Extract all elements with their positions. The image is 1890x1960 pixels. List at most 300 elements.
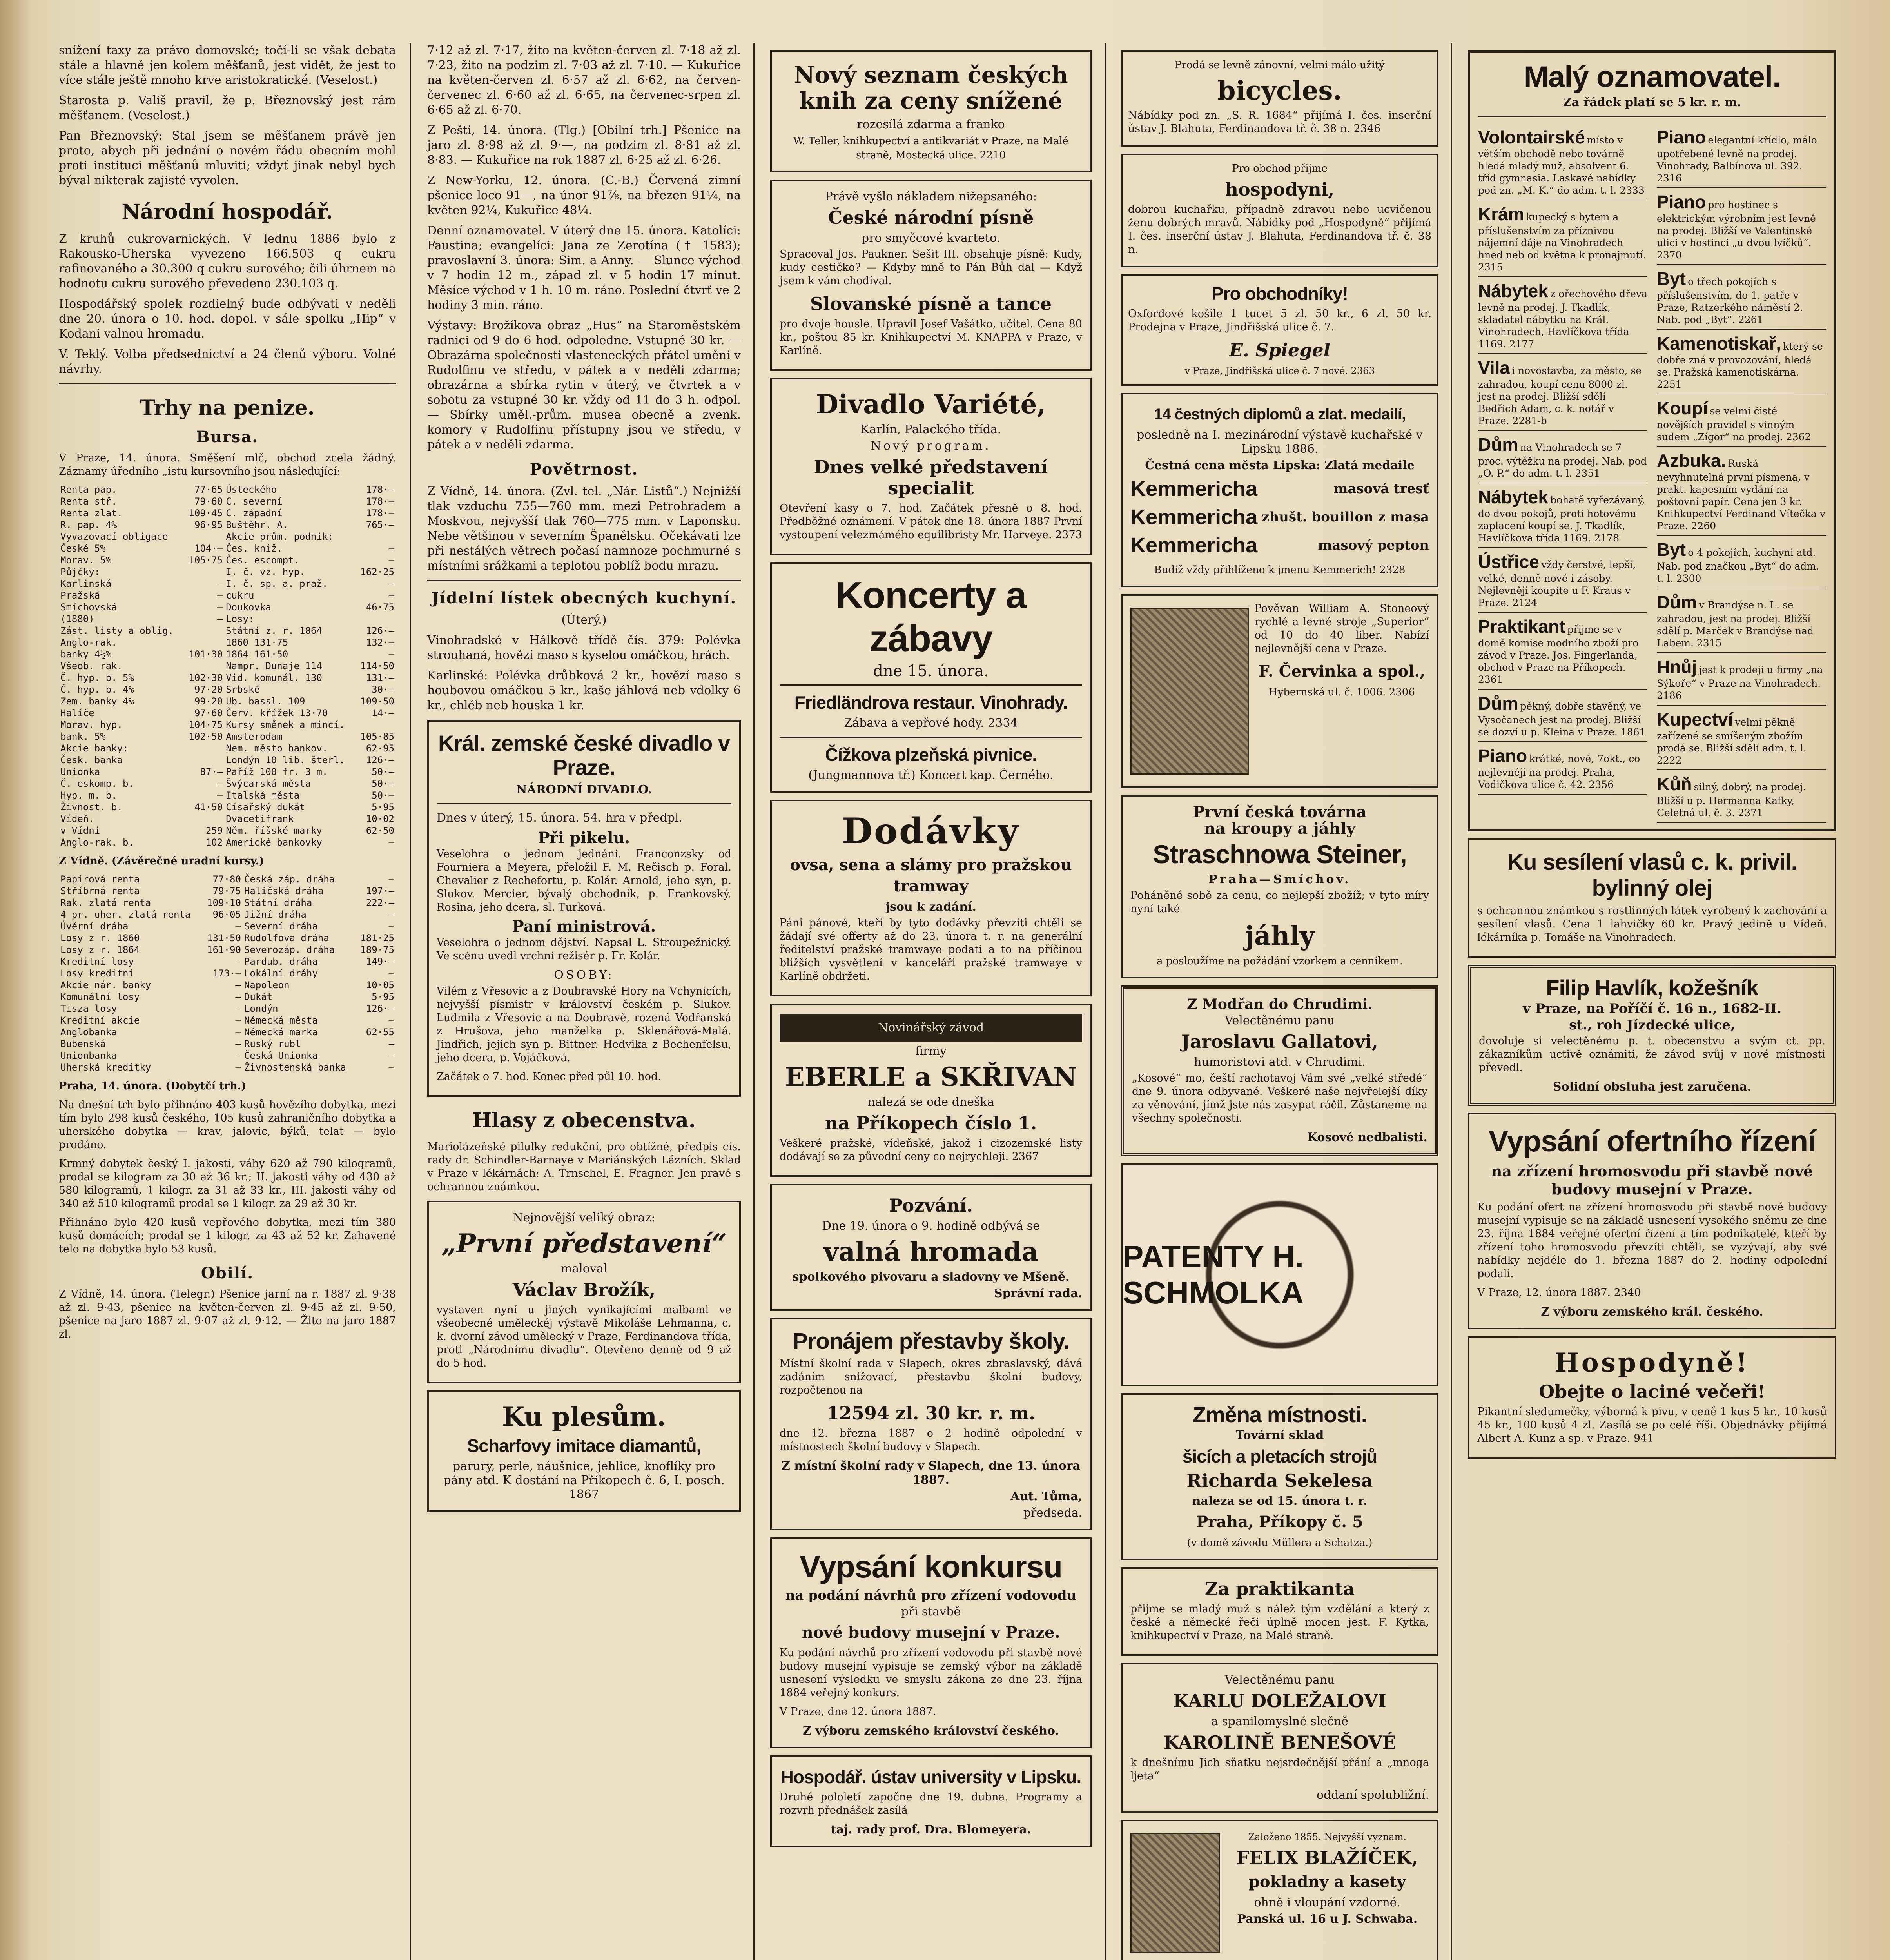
table-cell: 14·— xyxy=(372,708,394,719)
table-cell: Ub. bassl. 109 xyxy=(226,696,305,707)
ad-title: Nový seznam českých knih za ceny snížené xyxy=(794,62,1068,114)
classified-ad xyxy=(1657,536,1826,588)
ad-text: Založeno 1855. Nejvyšší vyznam. xyxy=(1248,1831,1407,1842)
ad-title: Jaroslavu Gallatovi, xyxy=(1181,1031,1378,1052)
product-name: zhušt. bouillon z masa xyxy=(1262,509,1429,525)
table-cell: Losy z r. 1860 xyxy=(60,933,140,944)
table-cell: 1860 131·75 xyxy=(226,637,288,648)
ball-ad xyxy=(427,1390,741,1512)
table-row xyxy=(59,873,396,885)
classified-ad xyxy=(1657,330,1826,394)
paragraph: Poháněné sobě za cenu, co nejlepší zbožíž; v tyto míry nyní také xyxy=(1130,889,1429,915)
table-row xyxy=(59,554,396,566)
ad-title: Pozvání. xyxy=(889,1195,973,1216)
paragraph: Starosta p. Vališ pravil, že p. Březnovský jest rám měšťanem. (Veselost.) xyxy=(59,94,396,122)
table-row xyxy=(59,637,396,648)
classified-keyword: Vila xyxy=(1478,358,1510,378)
ad-title: FELIX BLAŽÍČEK, xyxy=(1236,1847,1418,1868)
section-heading-economy: Národní hospodář. xyxy=(122,200,333,224)
table-cell: Napoleon xyxy=(244,980,290,991)
table-row xyxy=(59,578,396,590)
table-row xyxy=(59,1050,396,1062)
paragraph: Spracoval Jos. Paukner. Sešit III. obsahuje písně: Kudy, kudy cestičko? — Kdyby mně to Pán Bůh dal — Když jsem k vám chodíval. xyxy=(780,248,1082,287)
table-cell: 126·— xyxy=(366,625,394,636)
table-cell: 149·— xyxy=(366,956,394,967)
table-cell: 77·80 xyxy=(212,874,241,885)
table-row xyxy=(59,566,396,578)
play-title: Paní ministrová. xyxy=(512,917,656,936)
ad-title: jáhly xyxy=(1244,920,1315,951)
classified-keyword: Nábytek xyxy=(1478,487,1548,507)
university-ad xyxy=(770,1755,1092,1847)
apprentice-ad xyxy=(1121,1567,1438,1656)
table-row xyxy=(59,484,396,495)
ad-text: Prodá se levně zánovní, velmi málo užitý xyxy=(1175,59,1385,71)
classified-keyword: Praktikant xyxy=(1478,616,1565,637)
table-cell: Česká záp. dráha xyxy=(244,874,335,885)
classified-ad xyxy=(1478,123,1647,200)
table-cell: Dukát xyxy=(244,991,273,1002)
songs-ad xyxy=(770,180,1092,371)
table-cell: Česk. banka xyxy=(60,755,123,766)
table-row xyxy=(59,660,396,672)
ad-text: na kroupy a jáhly xyxy=(1204,819,1356,838)
classified-text: jest k prodeji u firmy „na Sýkoře“ v Praze na Vinohradech. 2186 xyxy=(1657,664,1823,701)
paragraph: Veselohra o jednom jednání. Franconzsky od Fourniera a Meyera, přeložil F. M. Rečisch p. Foral. Chevalier z Rechefortu, p. Kolár. Arnold, jeho syn, p. Slukov. Mercier, bývalý obchodník, p. Frankovský. Rosina, jeho dcera, sl. Turková. xyxy=(437,848,731,913)
ad-text: a spanilomyslné slečně xyxy=(1211,1715,1349,1728)
table-cell: Č. eskomp. b. xyxy=(60,778,134,789)
paragraph: Pan Březnovský: Stal jsem se měšťanem právě jen proto, abych při jednání o novém řádu obecním mohl proti instituci měšťanů mluviti; vždyť jinak nebyl bych býval nikterak zajisté vyvolen. xyxy=(59,129,396,187)
paragraph: Karlinské: Polévka drůbková 2 kr., hovězí maso s houbovou omáčkou 5 kr., kaše jáhlová neb vdolky 6 kr., chléb neb houska 1 kr. xyxy=(427,669,741,712)
table-cell: Hyp. m. b. xyxy=(60,790,117,801)
classified-keyword: Ústřice xyxy=(1478,552,1539,572)
ad-title: Divadlo Variété, xyxy=(816,389,1046,419)
paragraph: Z Pešti, 14. února. (Tlg.) [Obilní trh.] Pšenice na jaro zl. 8·98 až zl. 9·—, na podzim zl. 8·81 až zl. 8·83. — Kukuřice na rok 1887 zl. 6·25 až zl. 6·26. xyxy=(427,123,741,167)
page-spine-shadow xyxy=(0,0,31,1960)
table-cell: Srbské xyxy=(226,684,260,695)
ad-title: Slovanské písně a tance xyxy=(810,293,1052,314)
ad-text: Právě vyšlo nákladem nižepsaného: xyxy=(825,190,1037,203)
table-cell: Buštěhr. A. xyxy=(226,519,288,530)
table-row xyxy=(59,742,396,754)
table-cell: 104·75 xyxy=(189,719,223,730)
table-cell: — xyxy=(235,921,241,932)
paragraph: dne 12. března 1887 o 2 hodině odpolední v místnostech školní budovy v Slapech. xyxy=(780,1427,1082,1453)
table-cell: Pražská xyxy=(60,590,100,601)
ad-sign: Aut. Tůma, xyxy=(1010,1490,1082,1503)
table-cell: Půjčky: xyxy=(60,566,100,577)
furrier-ad xyxy=(1468,965,1836,1106)
table-cell: Unionbanka xyxy=(60,1050,117,1061)
classified-text: pro hostinec s elektrickým výrobním jest levně na prodej. Bližší ve Valentinské ulici v hostinci „u dvou lvíčků“. 2370 xyxy=(1657,199,1816,261)
ad-text: Nový program. xyxy=(871,439,991,453)
table-cell: 50·— xyxy=(372,766,394,777)
ad-title: Obejte o laciné večeři! xyxy=(1538,1381,1766,1402)
classified-ad xyxy=(1478,431,1647,483)
table-cell: 30·— xyxy=(372,684,394,695)
divider xyxy=(1478,116,1826,117)
table-cell: Živnostenská banka xyxy=(244,1062,346,1073)
classified-ad xyxy=(1657,447,1826,536)
ad-title: nové budovy musejní v Praze. xyxy=(802,1623,1060,1642)
table-row xyxy=(59,1003,396,1014)
table-cell xyxy=(184,742,224,754)
table-cell: 189·75 xyxy=(360,944,394,955)
table-cell: Rudolfova dráha xyxy=(244,933,329,944)
theatre-times: Začátek o 7. hod. Konec před půl 10. hod. xyxy=(437,1071,661,1083)
table-cell: Americké bankovky xyxy=(226,837,322,848)
table-cell: Unionka xyxy=(60,766,100,777)
greeting-ad xyxy=(1121,985,1438,1156)
table-row xyxy=(59,601,396,613)
table-cell: 4 pr. uher. zlatá renta xyxy=(60,909,191,920)
table-cell: C. severní xyxy=(226,496,283,507)
classified-ad xyxy=(1657,653,1826,706)
table-cell: — xyxy=(388,1015,394,1026)
classified-keyword: Dům xyxy=(1478,693,1518,713)
table-row xyxy=(59,991,396,1003)
table-row xyxy=(59,1026,396,1038)
ad-title: Koncerty a zábavy xyxy=(835,574,1027,659)
table-cell: Paříž 100 fr. 3 m. xyxy=(226,766,328,777)
table-row xyxy=(59,495,396,507)
classified-keyword: Krám xyxy=(1478,204,1524,224)
classified-text: o třech pokojích s příslušenstvím, do 1. patře v Praze, Ratzerkého náměstí 2. Nab. pod „Byt“. 2261 xyxy=(1657,276,1803,325)
table-cell: 5·95 xyxy=(372,802,394,813)
table-cell xyxy=(356,719,396,731)
table-cell: Vyvazovací obligace xyxy=(60,531,168,542)
brand-name: Kemmericha xyxy=(1130,505,1258,529)
classified-text: z ořechového dřeva levně na prodej. J. Tkadlík, skladatel nábytku na Král. Vinohradech, Havlíčkova třída 1169. 2177 xyxy=(1478,288,1647,350)
table-cell: 105·85 xyxy=(360,731,394,742)
column-rule xyxy=(410,43,411,1960)
table-cell: Renta zlat. xyxy=(60,508,123,519)
table-cell: Úvěrní dráha xyxy=(60,921,129,932)
table-cell: Jižní dráha xyxy=(244,909,307,920)
section-heading-weather: Povětrnost. xyxy=(530,460,638,479)
classified-text: pěkný, dobře stavěný, ve Vysočanech jest na prodej. Bližší se dozví u p. Kleina v Praze. 1861 xyxy=(1478,701,1646,738)
section-heading-markets: Trhy na penize. xyxy=(140,396,315,420)
ad-text: v Praze, Jindřišská ulice č. 7 nové. 2363 xyxy=(1184,365,1375,376)
ad-text: Budiž vždy přihlíženo k jmenu Kemmerich! 2328 xyxy=(1154,564,1406,576)
classifieds xyxy=(1468,50,1836,831)
ad-title: valná hromada xyxy=(823,1236,1039,1267)
table-cell: — xyxy=(235,991,241,1002)
paragraph: Ku podání ofert na zřízení hromosvodu při stavbě nové budovy musejní vypisuje se na základě usnesení vysokého sněmu ze dne 23. října 1884 veřejné ofertní řízení a tím podnikatelé, kteří by zřízení toho hromosvodu převzíti chtěli, se vyzývají, aby své nabídky nejdéle do 1. března 1887 do 2. hodiny odpolední podali. xyxy=(1477,1201,1827,1280)
table-cell: 62·50 xyxy=(366,825,394,836)
table-cell: — xyxy=(235,1038,241,1049)
table-row xyxy=(59,825,396,837)
table-cell: Č. hyp. b. 4% xyxy=(60,684,134,695)
column-3 xyxy=(758,43,1103,1960)
table-cell: 62·95 xyxy=(366,743,394,754)
safes-ad xyxy=(1121,1820,1438,1960)
table-cell: — xyxy=(388,1050,394,1061)
ad-text: Nejnovější veliký obraz: xyxy=(513,1211,655,1225)
paragraph: Z New-Yorku, 12. února. (C.-B.) Červená zimní pšenice loco 91—, na únor 91⅞, na březen 91¼, na květen 92¼, Kukuřice 48¼. xyxy=(427,174,741,217)
table-cell: Lokální dráhy xyxy=(244,968,318,979)
table-cell: — xyxy=(388,968,394,979)
classified-ad xyxy=(1478,483,1647,548)
table-cell: 101·30 xyxy=(189,649,223,660)
table-cell: Akcie nár. banky xyxy=(60,980,151,991)
classified-text: vždy čerstvé, lepší, velké, denně nové i zásoby. Nejlevněji koupíte u F. Kraus v Praze. 2124 xyxy=(1478,559,1636,608)
classified-ad xyxy=(1478,742,1647,795)
column-5 xyxy=(1456,43,1848,1960)
classifieds-title: Malý oznamovatel. xyxy=(1524,60,1781,94)
table-cell: Severní dráha xyxy=(244,921,318,932)
machine-illustration xyxy=(1130,608,1249,775)
ad-title: EBERLE a SKŘIVAN xyxy=(785,1062,1077,1092)
table-row xyxy=(59,625,396,637)
table-cell: Morav. hyp. xyxy=(60,719,123,730)
table-cell: 102·50 xyxy=(189,731,223,742)
classified-ad xyxy=(1657,265,1826,330)
lightning-rod-tender xyxy=(1468,1113,1836,1329)
table-row xyxy=(59,519,396,531)
paragraph: k dnešnímu Jich sňatku nejsrdečnější přání a „mnoga ljeta“ xyxy=(1130,1757,1429,1782)
ad-title: Richarda Sekelesa xyxy=(1186,1470,1373,1491)
table-cell: Haličská dráha xyxy=(244,886,324,897)
table-cell: Rak. zlatá renta xyxy=(60,897,151,908)
table-cell: Císařský dukát xyxy=(226,802,305,813)
paragraph: 7·12 až zl. 7·17, žito na květen-červen zl. 7·18 až zl. 7·23, žito na podzim zl. 7·03 až zl. 7·10. — Kukuřice na květen-červen zl. 6·57 až zl. 6·62, na červen-červenec zl. 6·60 až zl. 6·65, na červenec-srpen zl. 6·65 až zl. 6·70. xyxy=(427,44,741,117)
ad-title: Friedländrova restaur. Vinohrady. xyxy=(794,692,1068,713)
table-cell: Ústeckého xyxy=(226,484,277,495)
table-cell: — xyxy=(217,602,223,613)
paragraph: přijme se mladý muž s nálež tým vzdělání a který z české a německé řeči úplně mocen jest. F. Kytka, knihkupectví v Praze, na Malé straně. xyxy=(1130,1603,1429,1642)
classified-ad xyxy=(1657,188,1826,265)
paragraph: „Kosové“ mo, čeští rachotavoj Vám své „velké středé“ dne 9. února odbyvané. Veškeré naše nejvřelejší díky za věnování, jímž jste nás zasypat ráčil. Zůstaneme na všechny společnosti. xyxy=(1132,1072,1427,1124)
paragraph: Druhé pololetí započne dne 19. dubna. Programy a rozvrh přednášek zasílá xyxy=(780,1791,1082,1817)
classified-ad xyxy=(1657,706,1826,770)
product-row xyxy=(1130,533,1429,557)
table-cell: — xyxy=(388,590,394,601)
classifieds-price: Za řádek platí se 5 kr. r. m. xyxy=(1563,96,1741,109)
table-cell: 102 xyxy=(205,837,223,848)
classified-text: se velmi čisté novějších pravidel s vinným sudem „Zígor“ na prodej. 2362 xyxy=(1657,405,1811,443)
classified-text: elegantní křídlo, málo upotřebené levně na prodej. Vinohrady, Balbínova ul. 392. 2316 xyxy=(1657,134,1817,184)
paragraph: Vinohradské v Hálkově třídě čís. 379: Polévka strouhaná, hovězí maso s kyselou omáčkou, hrách. xyxy=(427,633,741,662)
ad-title: Ku plesům. xyxy=(502,1401,666,1432)
table-cell xyxy=(184,637,224,648)
paragraph: vystaven nyní u jiných vynikajícími malbami ve všeobecné uměleckéj výstavě Mikoláše Lehmanna, c. k. dvorní závod umělecký v Praze, Ferdinandova třída, proti „Národnímu divadlu“. Otevřeno denně od 9 až do 5 hod. xyxy=(437,1304,731,1369)
ad-sign: Správní rada. xyxy=(994,1287,1082,1300)
product-name: masový pepton xyxy=(1318,537,1429,553)
table-cell: — xyxy=(217,578,223,589)
table-cell: Německá marka xyxy=(244,1027,318,1038)
ad-title: Scharfovy imitace diamantů, xyxy=(467,1436,701,1456)
ad-text: Praha—Smíchov. xyxy=(1208,873,1351,886)
table-cell: 102·30 xyxy=(189,672,223,683)
table-cell: Halíče xyxy=(60,708,94,719)
table-cell: Státní dráha xyxy=(244,897,312,908)
table-cell: Karlinská xyxy=(60,578,112,589)
table-cell: (1880) xyxy=(60,613,94,624)
paragraph: snížení taxy za právo domovské; točí-li se však debata stále a hlavně jen kolem měšťanů, jest vidět, že jest to více stále ještě mnoho krve aristokratické. (Veselost.) xyxy=(59,44,396,87)
paragraph: Oxfordové košile 1 tucet 5 zl. 50 kr., 6 zl. 50 kr. Prodejna v Praze, Jindřišská ulice č. 7. xyxy=(1128,308,1431,333)
patent-office-emblem xyxy=(1121,1163,1438,1386)
paragraph: Veškeré pražské, vídeňské, jakož i cizozemské listy dodávají se za původní ceny co nejrychleji. 2367 xyxy=(780,1137,1082,1163)
table-cell xyxy=(356,613,396,625)
ad-text: Karlín, Palackého třída. xyxy=(860,423,1001,436)
classified-keyword: Dům xyxy=(1657,592,1697,612)
ad-text: Z místní školní rady v Slapech, dne 13. února 1887. xyxy=(782,1459,1080,1487)
table-cell: Tisza losy xyxy=(60,1003,117,1014)
ad-title: na Příkopech číslo 1. xyxy=(825,1112,1037,1134)
table-cell: Pardub. dráha xyxy=(244,956,318,967)
ad-title: Ku sesílení vlasů c. k. privil. bylinný olej xyxy=(1507,849,1797,901)
paragraph: Pověvan William A. Stoneový rychlé a levné stroje „Superior“ od 10 do 40 liber. Nabízí nejlevnější cena v Praze. xyxy=(1254,603,1429,655)
table-cell: Čes. kniž. xyxy=(226,543,283,554)
paragraph: Z Vídně, 14. února. (Zvl. tel. „Nár. Listů“.) Nejnižší tlak vzduchu 755—760 mm. mezi Petrohradem a Moskvou, nejvyšší tlak 760—775 mm. v Laponsku. Nebe většinou v severním Španělsku. Očekávati lze při nestálých větrech počasí namnoze pochmurné s místními srážkami a teplotou poblíž bodu mrazu. xyxy=(427,485,741,573)
classified-keyword: Nábytek xyxy=(1478,281,1548,301)
table-cell: 79·60 xyxy=(194,496,223,507)
ad-text: na podání návrhů pro zřízení vodovodu xyxy=(785,1588,1077,1603)
classified-keyword: Byt xyxy=(1657,539,1686,560)
sub-heading-vienna: Z Vídně. (Závěrečné uradní kursy.) xyxy=(59,855,264,867)
safe-illustration xyxy=(1130,1833,1220,1953)
paragraph: Pikantní sledumečky, výborná k pivu, v ceně 1 kus 5 kr., 10 kusů 45 kr., 100 kusů 4 zl. Zasílá se po celé říši. Objednávky přijímá Albert A. Kunz a sp. v Praze. 941 xyxy=(1477,1406,1827,1445)
table-cell: 97·20 xyxy=(194,684,223,695)
table-cell: — xyxy=(388,543,394,554)
table-cell: 132·— xyxy=(366,637,394,648)
brand-name: Kemmericha xyxy=(1130,534,1258,557)
ad-text: (v domě závodu Müllera a Schatza.) xyxy=(1187,1537,1373,1549)
table-cell: Amsterodam xyxy=(226,731,283,742)
classified-ad xyxy=(1478,277,1647,354)
table-cell: 765·— xyxy=(366,519,394,530)
table-cell: — xyxy=(388,555,394,566)
table-cell: Losy: xyxy=(226,613,254,624)
paragraph: Výstavy: Brožíkova obraz „Hus“ na Staroměstském radnici od 9 do 6 hod. odpoledne. Vstupné 30 kr. — Obrazárna společnosti vlasteneckých přátel umění v Rudolfinu ve středu, v pátek a v neděli zdarma; obrazárna a sbírka rytin v úterý, ve čtvrtek a v sobotu za vstupné 30 kr. vždy od 11 do 3 h. odpol. — Sbírky uměl.-prům. musea obecně a zvenk. komory v Rudolfinu přístupny jsou ve středu, v pátek a v neděli zdarma. xyxy=(427,319,741,452)
section-heading-menu: Jídelní lístek obecných kuchyní. xyxy=(431,589,737,607)
ad-sign: taj. rady prof. Dra. Blomeyera. xyxy=(831,1823,1031,1837)
ad-text: Panská ul. 16 u J. Schwaba. xyxy=(1237,1912,1418,1926)
ad-title: ovsa, sena a slámy pro pražskou tramway xyxy=(790,856,1072,895)
classified-keyword: Koupí xyxy=(1657,398,1708,418)
ad-text: Z Modřan do Chrudimi. xyxy=(1187,996,1373,1013)
table-cell: — xyxy=(235,1050,241,1061)
ad-text: Čestná cena města Lipska: Zlatá medaile xyxy=(1145,459,1415,472)
table-cell: Č. hyp. b. 5% xyxy=(60,672,134,683)
ad-title: pokladny a kasety xyxy=(1248,1873,1406,1891)
classified-text: který se dobře zná v provozování, hledá se. Pražská kamenotiskárna. 2251 xyxy=(1657,341,1823,390)
table-cell: 173·— xyxy=(212,968,241,979)
table-cell: 41·50 xyxy=(194,802,223,813)
table-cell: banky 4½% xyxy=(60,649,112,660)
divider xyxy=(59,383,396,384)
ad-text: Velectěnému panu xyxy=(1224,1673,1335,1687)
classified-keyword: Kůň xyxy=(1657,774,1692,794)
ad-title: České národní písně xyxy=(828,207,1034,228)
table-cell: Německá města xyxy=(244,1015,318,1026)
paragraph: Ku podání návrhů pro zřízení vodovodu při stavbě nové budovy musejní vypisuje se zemský výbor na základě usnesení výsledku ve smyslu zákona ze dne 23. října 1884 veřejný konkurs. xyxy=(780,1647,1082,1699)
classified-text: místo v větším obchodě nebo továrně hledá mladý muž, absolvent 6. tříd gymnasia. Laskavé nabídky pod zn. „M. K.“ do adm. t. l. 2333 xyxy=(1478,134,1645,196)
table-cell: — xyxy=(388,909,394,920)
emblem-text: PATENTY H. SCHMOLKA xyxy=(1123,1239,1304,1310)
ad-title: bicycles. xyxy=(1217,75,1342,106)
school-tender-ad xyxy=(770,1318,1092,1530)
ad-title: F. Červinka a spol., xyxy=(1258,662,1426,681)
classified-text: v Brandýse n. L. se zahradou, jest na prodej. Bližší sdělí p. Marček v Brandýse nad Labem. 2315 xyxy=(1657,599,1814,649)
ad-title: KARLU DOLEŽALOVI xyxy=(1173,1690,1386,1711)
sub-heading-bourse: Bursa. xyxy=(196,428,259,446)
variete-ad xyxy=(770,378,1092,555)
paragraph: Krmný dobytek český I. jakosti, váhy 620 až 790 kilogramů, prodal se kilogram za 30 až 36 kr.; II. jakosti váhy od 430 až 580 kilogramů, 1 kilogr. za 31 až 33 kr., III. jakosti váhy od 340 až 510 kilogramů prodal se 1 kilogr. za 29 až 30 kr. xyxy=(59,1158,396,1210)
column-rule xyxy=(1451,43,1452,1960)
table-row xyxy=(59,944,396,956)
table-cell: Kreditní akcie xyxy=(60,1015,140,1026)
table-cell xyxy=(184,813,224,825)
table-cell: Všeob. rak. xyxy=(60,661,123,671)
table-cell: 87·— xyxy=(200,766,223,777)
table-row xyxy=(59,1038,396,1050)
ad-text: pro smyčcové kvarteto. xyxy=(861,231,1001,245)
paragraph: V Praze, dne 12. února 1887. xyxy=(780,1706,936,1718)
table-row xyxy=(59,801,396,813)
table-cell: 259 xyxy=(205,825,223,836)
ad-text: na zřízení hromosvodu při stavbě nové budovy musejní v Praze. xyxy=(1491,1162,1813,1198)
ad-text: (Jungmannova tř.) Koncert kap. Černého. xyxy=(808,768,1054,782)
table-cell: C. západní xyxy=(226,508,283,519)
menu-day: (Úterý.) xyxy=(561,613,607,627)
classified-text: velmi pěkně zařízené se smíšeným zbožím prodá se. Bližší sdělí adm. t. l. 2222 xyxy=(1657,717,1807,766)
table-cell: 131·50 xyxy=(207,933,241,944)
ad-text: st., roh Jízdecké ulice, xyxy=(1569,1017,1735,1033)
paragraph: Nábídky pod zn. „S. R. 1684“ přijímá I. čes. inserční ústav J. Blahuta, Ferdinandova tř. č. 38 n. 2346 xyxy=(1128,109,1431,135)
table-cell: Losy kreditní xyxy=(60,968,134,979)
classifieds-list xyxy=(1478,123,1826,823)
classified-keyword: Piano xyxy=(1657,192,1706,212)
classified-ad xyxy=(1657,588,1826,653)
paragraph: Na dnešní trh bylo přihnáno 403 kusů hovězího dobytka, mezi tím bylo 298 kusů českého, 105 kusů zahraničního dobytka a uherského dobytka — krav, jalovic, býků, telat — bylo prodáno. xyxy=(59,1099,396,1151)
table-cell: R. pap. 4% xyxy=(60,519,117,530)
ad-title: 12594 zl. 30 kr. r. m. xyxy=(826,1403,1036,1424)
table-cell: 162·25 xyxy=(360,566,394,577)
ad-text: naleza se od 15. února t. r. xyxy=(1192,1494,1368,1508)
bicycles-ad xyxy=(1121,50,1438,147)
table-row xyxy=(59,707,396,719)
divider xyxy=(780,684,1082,686)
classified-text: na Vinohradech se 7 proc. výtěžku na prodej. Nab. pod „O. P.“ do adm. t. l. 2351 xyxy=(1478,442,1647,479)
art-exhibition-ad xyxy=(427,1201,741,1383)
table-row xyxy=(59,932,396,944)
table-cell: Papírová renta xyxy=(60,874,140,885)
ad-text: v Praze, na Poříčí č. 16 n., 1682-II. xyxy=(1522,1001,1782,1016)
theatre-title: Král. zemské české divadlo v Praze. xyxy=(438,731,730,780)
ad-text: jsou k zadání. xyxy=(885,900,976,914)
classified-keyword: Piano xyxy=(1657,127,1706,147)
table-cell: cukru xyxy=(226,590,254,601)
table-row xyxy=(59,813,396,825)
table-cell: 126·— xyxy=(366,1003,394,1014)
table-cell: 109·50 xyxy=(360,696,394,707)
ad-text: při stavbě xyxy=(901,1605,961,1619)
table-cell: — xyxy=(388,1062,394,1073)
ad-title: 14 čestných diplomů a zlat. medailí, xyxy=(1154,406,1406,423)
table-cell: Italská města xyxy=(226,790,300,801)
table-cell: — xyxy=(388,578,394,589)
classified-text: přijme se v domě komise modního zboží pro závod v Praze. Jos. Fingerlanda, obchod v Praze na Příkopech. 2361 xyxy=(1478,624,1639,685)
ad-text: W. Teller, knihkupectví a antikvariát v Praze, na Malé straně, Mostecká ulice. 2210 xyxy=(793,135,1068,161)
ad-text: dne 15. února. xyxy=(873,662,989,680)
table-cell: Akcie prům. podnik: xyxy=(226,531,334,542)
table-cell: Smíchovská xyxy=(60,602,117,613)
ad-title: Za praktikanta xyxy=(1204,1578,1355,1599)
paragraph: dovoluje si velectěnému p. t. obecenstvu a svým ct. pp. zákazníkům uctivě oznámiti, že závod svůj v nové místnosti převedl. xyxy=(1479,1035,1825,1074)
table-cell: 109·10 xyxy=(207,897,241,908)
